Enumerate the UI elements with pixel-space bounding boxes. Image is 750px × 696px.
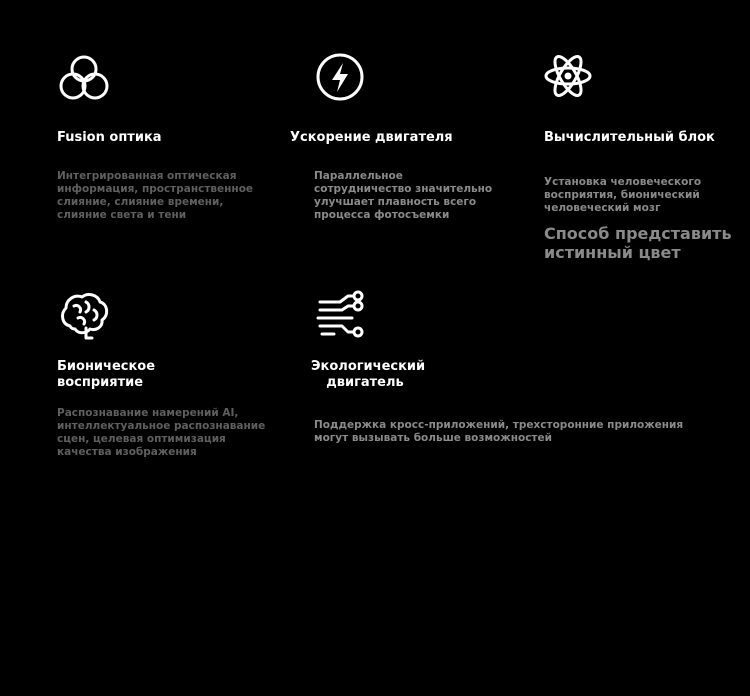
feature-title-engine: Ускорение двигателя (290, 130, 453, 145)
lightning-bolt-icon (312, 50, 368, 106)
circuit-lines-icon (312, 288, 368, 344)
brain-icon (56, 288, 112, 344)
feature-extra-compute: Способ представить истинный цвет (544, 224, 732, 262)
feature-title-bionic-line2: восприятие (57, 375, 144, 390)
feature-title-eco (311, 359, 426, 391)
feature-title-compute: Вычислительный блок (544, 130, 715, 145)
feature-desc-eco: Поддержка кросс-приложений, трехсторонние приложения могут вызывать больше возможностей (314, 419, 684, 444)
atom-icon (540, 48, 596, 104)
feature-desc-fusion: Интегрированная оптическая информация, пространственное слияние, слияние времени, слияние света и тени (57, 170, 254, 221)
feature-desc-bionic: Распознавание намерений AI, интеллектуальное распознавание сцен, целевая оптимизация качества изображения (57, 407, 266, 458)
feature-title-bionic-line1: Бионическое (57, 359, 156, 374)
feature-desc-engine: Параллельное сотрудничество значительно улучшает плавность всего процесса фотосъемки (314, 170, 493, 221)
overlapping-circles-icon (56, 50, 112, 106)
feature-title-fusion: Fusion оптика (57, 130, 162, 145)
feature-title-eco-line1: Экологический (311, 359, 426, 374)
feature-title-bionic (57, 359, 155, 391)
feature-desc-compute: Установка человеческого восприятия, бионический человеческий мозг (544, 176, 702, 214)
feature-title-eco-line2: двигатель (326, 375, 404, 390)
